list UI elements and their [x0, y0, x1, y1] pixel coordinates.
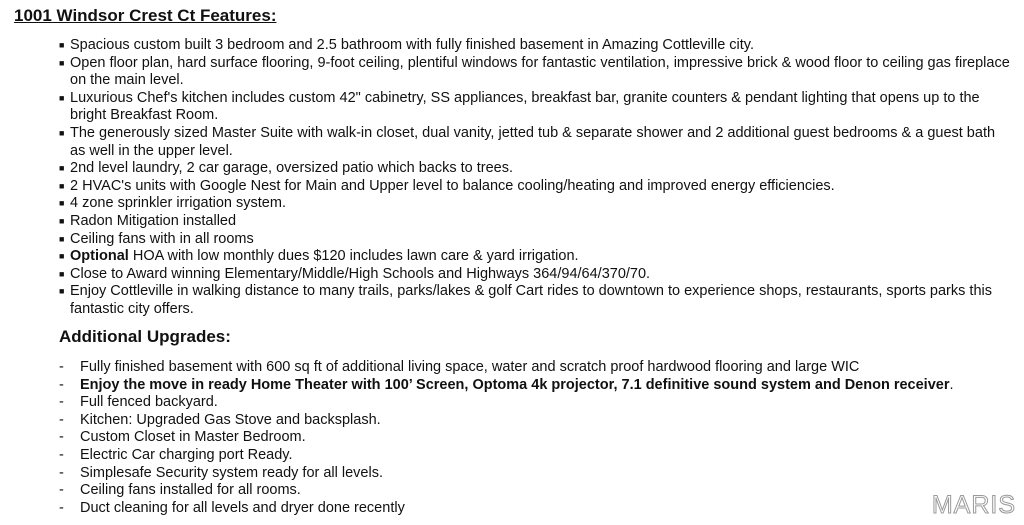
- feature-item: [59, 160, 1011, 178]
- square-bullet-icon: ■: [59, 180, 65, 191]
- upgrade-suffix: .: [949, 376, 954, 393]
- square-bullet-icon: ■: [59, 286, 65, 297]
- feature-item: [59, 231, 1011, 249]
- dash-bullet-icon: -: [59, 359, 64, 375]
- feature-item: [59, 283, 1011, 318]
- dash-bullet-icon: -: [59, 482, 64, 499]
- upgrade-text: Enjoy the move in ready Home Theater with 100’ Screen, Optoma 4k projector, 7.1 definitive sound system and Denon receiver: [80, 376, 950, 393]
- upgrade-item: [59, 412, 1019, 430]
- upgrade-text: Electric Car charging port Ready.: [80, 446, 293, 463]
- page-title: 1001 Windsor Crest Ct Features:: [14, 6, 277, 25]
- square-bullet-icon: ■: [59, 127, 65, 138]
- square-bullet-icon: ■: [59, 40, 65, 50]
- upgrade-item: [59, 500, 1019, 518]
- square-bullet-icon: ■: [59, 215, 65, 226]
- feature-item: [59, 266, 1011, 284]
- feature-text: Radon Mitigation installed: [70, 212, 237, 229]
- feature-text: 2nd level laundry, 2 car garage, oversized patio which backs to trees.: [70, 160, 514, 177]
- feature-item: [59, 195, 1011, 213]
- dash-bullet-icon: -: [59, 411, 64, 428]
- square-bullet-icon: ■: [59, 57, 65, 68]
- upgrade-item: [59, 359, 1019, 377]
- feature-text: HOA with low monthly dues $120 includes lawn care & yard irrigation.: [128, 248, 579, 265]
- feature-item: [59, 178, 1011, 196]
- feature-text: Open floor plan, hard surface flooring, 9-foot ceiling, plentiful windows for fantastic ventilation, impressive brick & wood floor to ceiling gas fireplace on the main level.: [70, 54, 1010, 89]
- feature-text: Enjoy Cottleville in walking distance to many trails, parks/lakes & golf Cart rides to downtown to experience shops, restaurants, sports parks this fantastic city offers.: [70, 283, 992, 317]
- upgrade-text: Duct cleaning for all levels and dryer done recently: [80, 499, 405, 516]
- upgrade-text: Fully finished basement with 600 sq ft of additional living space, water and scratch proof hardwood flooring and large WIC: [80, 359, 860, 375]
- feature-text: The generously sized Master Suite with walk-in closet, dual vanity, jetted tub & separate shower and 2 additional guest bedrooms & a guest bath as well in the upper level.: [70, 124, 996, 159]
- upgrade-item: [59, 377, 1019, 395]
- upgrade-text: Simplesafe Security system ready for all levels.: [80, 464, 383, 481]
- feature-item: [59, 55, 1011, 90]
- upgrade-item: [59, 447, 1019, 465]
- square-bullet-icon: ■: [59, 251, 65, 262]
- square-bullet-icon: ■: [59, 233, 65, 244]
- feature-item: [59, 213, 1011, 231]
- square-bullet-icon: ■: [59, 163, 65, 174]
- square-bullet-icon: ■: [59, 268, 65, 279]
- dash-bullet-icon: -: [59, 499, 64, 516]
- dash-bullet-icon: -: [59, 394, 64, 411]
- upgrade-item: [59, 465, 1019, 483]
- features-list: [59, 37, 1011, 319]
- feature-text: Close to Award winning Elementary/Middle/High Schools and Highways 364/94/64/370/70.: [70, 265, 651, 282]
- dash-bullet-icon: -: [59, 464, 64, 481]
- square-bullet-icon: ■: [59, 198, 65, 209]
- upgrade-text: Custom Closet in Master Bedroom.: [80, 429, 306, 446]
- upgrade-item: [59, 482, 1019, 500]
- dash-bullet-icon: -: [59, 446, 64, 463]
- upgrade-text: Full fenced backyard.: [80, 394, 218, 411]
- feature-text: Spacious custom built 3 bedroom and 2.5 bathroom with fully finished basement in Amazing Cottleville city.: [70, 37, 754, 53]
- upgrade-text: Kitchen: Upgraded Gas Stove and backsplash.: [80, 411, 381, 428]
- feature-bold-text: Optional: [70, 248, 129, 265]
- feature-item: [59, 37, 1011, 55]
- upgrade-text: Ceiling fans installed for all rooms.: [80, 482, 301, 499]
- feature-item: [59, 248, 1011, 266]
- feature-text: Ceiling fans with in all rooms: [70, 230, 254, 247]
- upgrades-list: [59, 359, 1019, 517]
- dash-bullet-icon: -: [59, 376, 64, 393]
- upgrade-item: [59, 394, 1019, 412]
- dash-bullet-icon: -: [59, 429, 64, 446]
- feature-text: 2 HVAC's units with Google Nest for Main and Upper level to balance cooling/heating and improved energy efficiencies.: [70, 177, 835, 194]
- feature-text: Luxurious Chef's kitchen includes custom 42" cabinetry, SS appliances, breakfast bar, granite counters & pendant lighting that opens up to the bright Breakfast Room.: [70, 89, 980, 124]
- maris-watermark-logo: MARIS: [931, 491, 1016, 519]
- feature-item: [59, 90, 1011, 125]
- feature-item: [59, 125, 1011, 160]
- square-bullet-icon: ■: [59, 92, 65, 103]
- upgrade-item: [59, 429, 1019, 447]
- feature-text: 4 zone sprinkler irrigation system.: [70, 195, 286, 212]
- section-heading-upgrades: Additional Upgrades:: [59, 327, 231, 346]
